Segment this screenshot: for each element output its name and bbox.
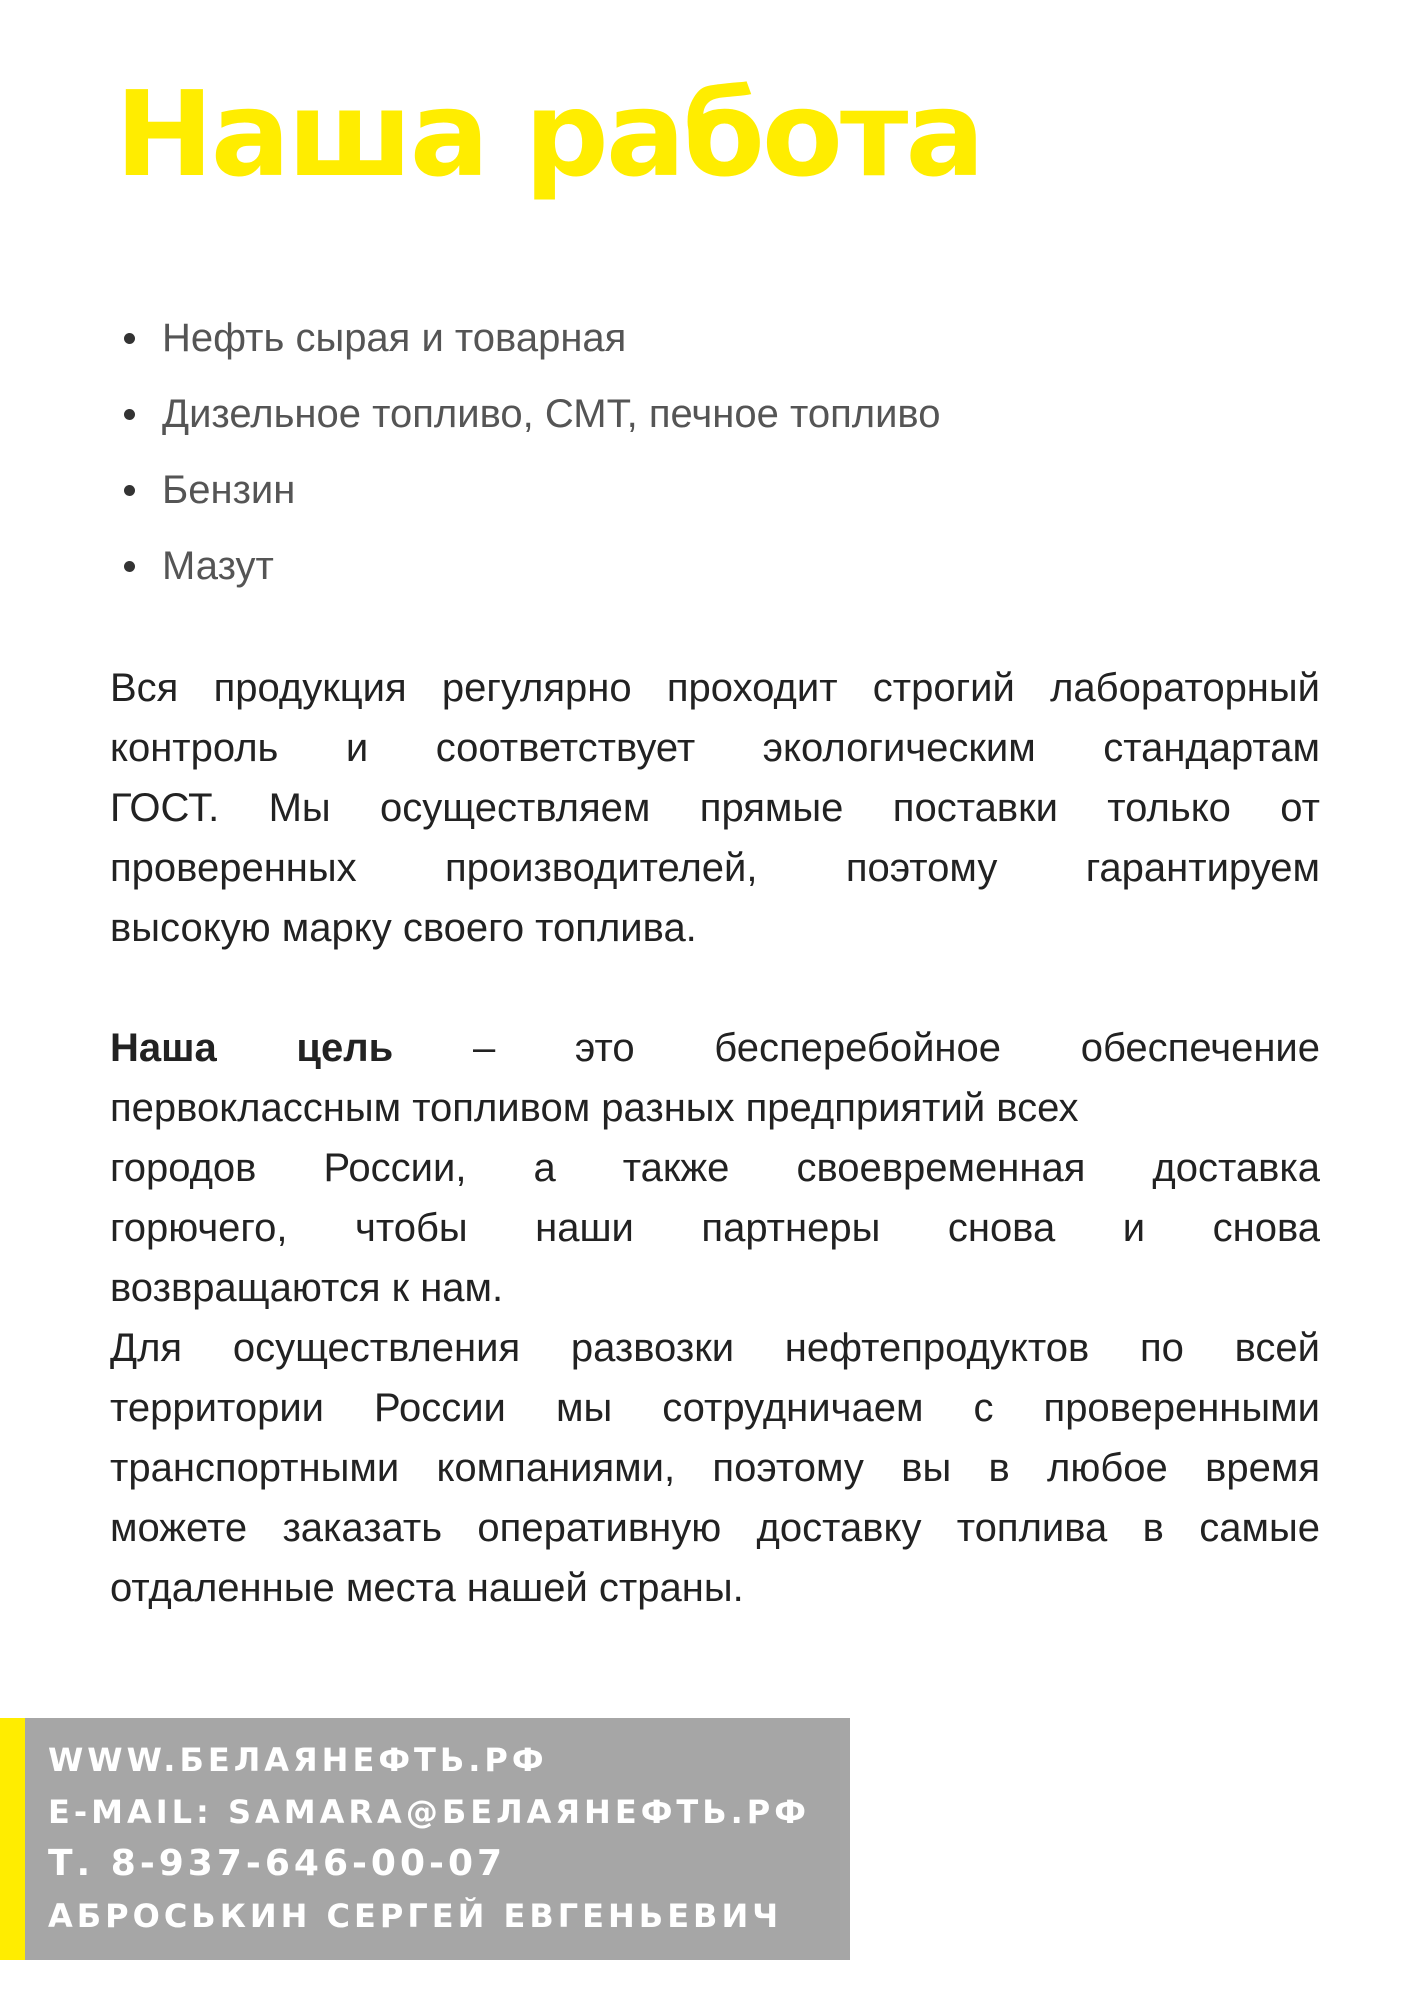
paragraph-line: транспортными компаниями, поэтому вы в любое время [110,1446,1320,1490]
product-label: Дизельное топливо, СМТ, печное топливо [162,392,941,436]
website-link[interactable]: WWW.БЕЛАЯНЕФТЬ.РФ [48,1741,548,1779]
paragraph-line: горючего, чтобы наши партнеры снова и снова [110,1206,1320,1250]
paragraph-line: отдаленные места нашей страны. [110,1566,744,1610]
goal-lead-rest: – это бесперебойное обеспечение [393,1026,1320,1070]
paragraph-line: возвращаются к нам. [110,1266,504,1310]
paragraph-line: можете заказать оперативную доставку топлива в самые [110,1506,1320,1550]
paragraph-line: Вся продукция регулярно проходит строгий лабораторный [110,666,1320,710]
goal-lead-bold: Наша цель [110,1026,394,1070]
phone-number[interactable]: Т. 8-937-646-00-07 [48,1843,507,1884]
product-list [120,300,940,604]
goal-lead-line [110,1018,1320,1078]
contact-person: АБРОСЬКИН СЕРГЕЙ ЕВГЕНЬЕВИЧ [48,1897,783,1935]
product-label: Мазут [162,544,274,588]
bullet-icon [124,485,135,496]
paragraph-line: высокую марку своего топлива. [110,906,697,950]
product-label: Нефть сырая и товарная [162,316,627,360]
product-item-diesel [120,376,940,452]
quality-paragraph [110,658,1320,958]
product-item-gasoline [120,452,940,528]
paragraph-line: проверенных производителей, поэтому гарантируем [110,846,1320,890]
page-title: Наша работа [115,65,982,203]
bullet-icon [124,561,135,572]
contact-footer [25,1718,850,1960]
paragraph-line: городов России, а также своевременная доставка [110,1146,1320,1190]
product-label: Бензин [162,468,296,512]
bullet-icon [124,409,135,420]
product-item-fuel-oil [120,528,940,604]
bullet-icon [124,333,135,344]
paragraph-line: территории России мы сотрудничаем с проверенными [110,1386,1320,1430]
product-item-oil [120,300,940,376]
email-link[interactable]: E-MAIL: SAMARA@БЕЛАЯНЕФТЬ.РФ [48,1793,810,1831]
footer-accent-bar [0,1718,25,1960]
goal-paragraph [110,1018,1320,1618]
paragraph-line: ГОСТ. Мы осуществляем прямые поставки только от [110,786,1320,830]
paragraph-line: Для осуществления развозки нефтепродуктов по всей [110,1326,1320,1370]
paragraph-line: контроль и соответствует экологическим стандартам [110,726,1320,770]
paragraph-line: первоклассным топливом разных предприятий всех [110,1086,1079,1130]
